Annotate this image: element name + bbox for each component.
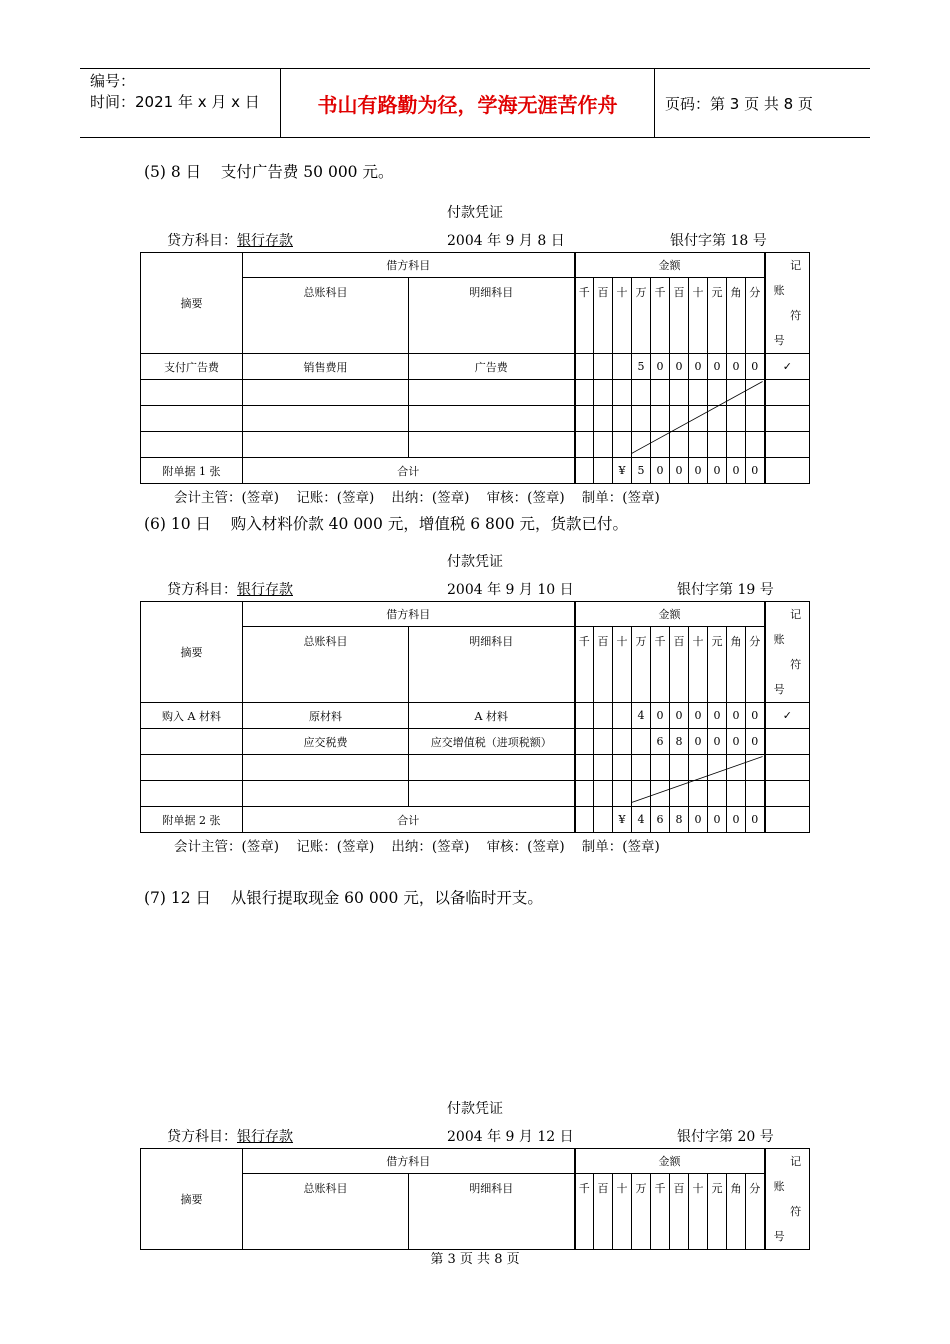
row-mark: ✓: [765, 703, 810, 729]
header-meta: [80, 69, 281, 137]
row-general-account: [243, 432, 409, 458]
row-digit: [575, 432, 594, 458]
row-digit: [594, 729, 613, 755]
row-digit: [613, 781, 632, 807]
col-mark-header: 记 账 符 号: [765, 1149, 810, 1250]
total-digit: 0: [670, 458, 689, 484]
row-digit: [575, 703, 594, 729]
item-7-text: (7) 12 日 从银行提取现金 60 000 元，以备临时开支。: [144, 889, 543, 907]
row-mark: [765, 755, 810, 781]
row-digit: [689, 432, 708, 458]
voucher-18-signatures: 会计主管：(签章) 记账：(签章) 出纳：(签章) 审核：(签章) 制单：(签章): [174, 490, 660, 506]
row-digit: 6: [651, 729, 670, 755]
digit-unit-header: 千: [575, 627, 594, 703]
row-digit: [689, 380, 708, 406]
row-digit: 0: [708, 729, 727, 755]
digit-unit-header: 百: [594, 627, 613, 703]
col-debit-header: 借方科目: [243, 1149, 575, 1174]
total-digit: 0: [727, 807, 746, 833]
row-detail-account: 广告费: [409, 354, 575, 380]
row-digit: 0: [746, 703, 765, 729]
voucher-20-table: [140, 1148, 810, 1243]
row-digit: [708, 781, 727, 807]
row-digit: [575, 755, 594, 781]
total-digit: 0: [746, 807, 765, 833]
credit-account: 银行存款: [237, 233, 293, 249]
row-digit: [632, 755, 651, 781]
row-digit: [651, 781, 670, 807]
digit-unit-header: 元: [708, 278, 727, 354]
row-digit: [575, 729, 594, 755]
row-digit: [632, 781, 651, 807]
voucher-20-credit: 贷方科目：银行存款: [167, 1129, 293, 1145]
row-digit: [670, 406, 689, 432]
row-digit: 0: [689, 729, 708, 755]
row-digit: [651, 380, 670, 406]
total-mark: [765, 807, 810, 833]
total-digit: 0: [689, 807, 708, 833]
digit-unit-header: 角: [727, 278, 746, 354]
digit-unit-header: 万: [632, 1174, 651, 1250]
row-digit: [746, 781, 765, 807]
row-digit: [727, 755, 746, 781]
row-digit: [594, 354, 613, 380]
col-amount-header: 金额: [575, 253, 765, 278]
row-general-account: [243, 781, 409, 807]
table-row: [141, 354, 810, 380]
row-digit: 0: [708, 703, 727, 729]
row-summary: 支付广告费: [141, 354, 243, 380]
digit-unit-header: 万: [632, 627, 651, 703]
voucher-18-title: 付款凭证: [447, 205, 503, 221]
row-digit: [689, 406, 708, 432]
digit-unit-header: 百: [670, 1174, 689, 1250]
row-summary: [141, 755, 243, 781]
row-digit: [746, 432, 765, 458]
row-digit: [575, 380, 594, 406]
total-digit: [575, 458, 594, 484]
row-mark: [765, 729, 810, 755]
digit-unit-header: 十: [613, 627, 632, 703]
row-mark: [765, 781, 810, 807]
row-detail-account: [409, 380, 575, 406]
row-digit: [727, 406, 746, 432]
total-digit: 4: [632, 807, 651, 833]
total-digit: 0: [651, 458, 670, 484]
col-debit-header: 借方科目: [243, 602, 575, 627]
col-debit-header: 借方科目: [243, 253, 575, 278]
row-detail-account: [409, 755, 575, 781]
digit-unit-header: 角: [727, 1174, 746, 1250]
col-summary-header: 摘要: [141, 602, 243, 703]
row-mark: [765, 380, 810, 406]
row-detail-account: 应交增值税（进项税额）: [409, 729, 575, 755]
row-detail-account: [409, 432, 575, 458]
row-digit: [632, 406, 651, 432]
table-row: [141, 432, 810, 458]
col-general-header: 总账科目: [243, 627, 409, 703]
row-digit: [613, 432, 632, 458]
total-label: 合计: [243, 458, 575, 484]
row-digit: [575, 781, 594, 807]
row-digit: [613, 729, 632, 755]
row-digit: 0: [746, 729, 765, 755]
total-digit: [575, 807, 594, 833]
digit-unit-header: 千: [651, 627, 670, 703]
digit-unit-header: 角: [727, 627, 746, 703]
total-digit: 0: [708, 807, 727, 833]
row-digit: [632, 729, 651, 755]
table-row: [141, 781, 810, 807]
digit-unit-header: 十: [689, 1174, 708, 1250]
table-row: [141, 755, 810, 781]
row-digit: [613, 380, 632, 406]
row-digit: [727, 380, 746, 406]
row-general-account: 销售费用: [243, 354, 409, 380]
row-digit: 0: [727, 729, 746, 755]
row-digit: [651, 432, 670, 458]
voucher-20-number: 银付字第 20 号: [677, 1129, 774, 1145]
col-detail-header: 明细科目: [409, 1174, 575, 1250]
voucher-20-title: 付款凭证: [447, 1101, 503, 1117]
row-general-account: [243, 755, 409, 781]
row-digit: 0: [746, 354, 765, 380]
digit-unit-header: 十: [613, 1174, 632, 1250]
row-summary: [141, 432, 243, 458]
voucher-19-credit: 贷方科目：银行存款: [167, 582, 293, 598]
row-digit: [613, 406, 632, 432]
row-digit: 0: [670, 354, 689, 380]
row-digit: [632, 432, 651, 458]
col-summary-header: 摘要: [141, 1149, 243, 1250]
row-general-account: 原材料: [243, 703, 409, 729]
row-digit: [746, 380, 765, 406]
page-footer: 第 3 页 共 8 页: [430, 1252, 520, 1267]
digit-unit-header: 千: [651, 1174, 670, 1250]
row-digit: [575, 354, 594, 380]
attachment-count: 附单据 2 张: [141, 807, 243, 833]
number-label: 编号：: [90, 72, 136, 90]
voucher-19-number: 银付字第 19 号: [677, 582, 774, 598]
row-digit: [670, 781, 689, 807]
digit-unit-header: 分: [746, 627, 765, 703]
row-digit: [689, 755, 708, 781]
total-digit: ¥: [613, 458, 632, 484]
col-mark-header: 记 账 符 号: [765, 602, 810, 703]
row-digit: [613, 703, 632, 729]
row-digit: 0: [651, 354, 670, 380]
digit-unit-header: 十: [689, 627, 708, 703]
col-mark-header: 记 账 符 号: [765, 253, 810, 354]
total-digit: 8: [670, 807, 689, 833]
row-digit: [594, 703, 613, 729]
row-digit: 8: [670, 729, 689, 755]
digit-unit-header: 百: [594, 278, 613, 354]
header-page-info: 页码：第 3 页 共 8 页: [665, 94, 813, 113]
row-digit: [708, 380, 727, 406]
row-detail-account: [409, 781, 575, 807]
table-row: [141, 380, 810, 406]
digit-unit-header: 千: [575, 1174, 594, 1250]
digit-unit-header: 元: [708, 1174, 727, 1250]
header-motto: 书山有路勤为径，学海无涯苦作舟: [281, 69, 655, 137]
digit-unit-header: 万: [632, 278, 651, 354]
item-5-text: (5) 8 日 支付广告费 50 000 元。: [144, 163, 394, 181]
col-general-header: 总账科目: [243, 1174, 409, 1250]
row-digit: 0: [727, 354, 746, 380]
row-digit: [613, 354, 632, 380]
row-digit: [727, 781, 746, 807]
row-digit: [651, 755, 670, 781]
row-digit: 0: [708, 354, 727, 380]
row-general-account: 应交税费: [243, 729, 409, 755]
voucher-18-credit: 贷方科目：银行存款: [167, 233, 293, 249]
total-digit: [594, 458, 613, 484]
row-summary: [141, 729, 243, 755]
digit-unit-header: 分: [746, 1174, 765, 1250]
row-digit: [689, 781, 708, 807]
row-digit: 5: [632, 354, 651, 380]
row-digit: [594, 406, 613, 432]
digit-unit-header: 百: [670, 278, 689, 354]
row-general-account: [243, 380, 409, 406]
total-digit: ¥: [613, 807, 632, 833]
row-digit: [746, 755, 765, 781]
col-detail-header: 明细科目: [409, 627, 575, 703]
time-label: 时间：2021 年 x 月 x 日: [90, 93, 260, 111]
row-digit: 0: [689, 703, 708, 729]
row-digit: 0: [689, 354, 708, 380]
digit-unit-header: 分: [746, 278, 765, 354]
row-detail-account: A 材料: [409, 703, 575, 729]
total-digit: 0: [727, 458, 746, 484]
col-amount-header: 金额: [575, 1149, 765, 1174]
row-digit: [670, 432, 689, 458]
row-general-account: [243, 406, 409, 432]
row-digit: [670, 755, 689, 781]
row-digit: [708, 432, 727, 458]
col-detail-header: 明细科目: [409, 278, 575, 354]
voucher-19-table: [140, 601, 810, 833]
table-row: [141, 729, 810, 755]
total-digit: 0: [746, 458, 765, 484]
digit-unit-header: 十: [613, 278, 632, 354]
col-amount-header: 金额: [575, 602, 765, 627]
row-summary: 购入 A 材料: [141, 703, 243, 729]
row-digit: 0: [670, 703, 689, 729]
row-digit: [575, 406, 594, 432]
credit-account: 银行存款: [237, 582, 293, 598]
row-digit: [594, 380, 613, 406]
row-summary: [141, 406, 243, 432]
digit-unit-header: 百: [670, 627, 689, 703]
row-digit: [727, 432, 746, 458]
row-digit: [632, 380, 651, 406]
row-summary: [141, 781, 243, 807]
total-digit: 6: [651, 807, 670, 833]
row-digit: 0: [727, 703, 746, 729]
row-digit: 0: [651, 703, 670, 729]
total-digit: 0: [708, 458, 727, 484]
row-digit: [670, 380, 689, 406]
item-6-text: (6) 10 日 购入材料价款 40 000 元，增值税 6 800 元，货款已付。: [144, 515, 629, 533]
voucher-19-signatures: 会计主管：(签章) 记账：(签章) 出纳：(签章) 审核：(签章) 制单：(签章): [174, 839, 660, 855]
page-header: [80, 68, 870, 138]
total-digit: [594, 807, 613, 833]
row-digit: [708, 755, 727, 781]
digit-unit-header: 千: [651, 278, 670, 354]
col-general-header: 总账科目: [243, 278, 409, 354]
row-digit: 4: [632, 703, 651, 729]
total-digit: 5: [632, 458, 651, 484]
total-digit: 0: [689, 458, 708, 484]
voucher-18-number: 银付字第 18 号: [670, 233, 767, 249]
voucher-18-date: 2004 年 9 月 8 日: [447, 233, 565, 249]
digit-unit-header: 十: [689, 278, 708, 354]
voucher-18-table: [140, 252, 810, 484]
digit-unit-header: 百: [594, 1174, 613, 1250]
row-digit: [594, 755, 613, 781]
row-digit: [613, 755, 632, 781]
row-digit: [651, 406, 670, 432]
voucher-19-date: 2004 年 9 月 10 日: [447, 582, 574, 598]
total-mark: [765, 458, 810, 484]
table-row: [141, 406, 810, 432]
credit-account: 银行存款: [237, 1129, 293, 1145]
table-row: [141, 703, 810, 729]
row-mark: [765, 432, 810, 458]
digit-unit-header: 元: [708, 627, 727, 703]
digit-unit-header: 千: [575, 278, 594, 354]
row-mark: [765, 406, 810, 432]
total-label: 合计: [243, 807, 575, 833]
col-summary-header: 摘要: [141, 253, 243, 354]
row-detail-account: [409, 406, 575, 432]
voucher-19-title: 付款凭证: [447, 554, 503, 570]
row-digit: [708, 406, 727, 432]
row-digit: [594, 432, 613, 458]
row-digit: [746, 406, 765, 432]
voucher-20-date: 2004 年 9 月 12 日: [447, 1129, 574, 1145]
attachment-count: 附单据 1 张: [141, 458, 243, 484]
row-mark: ✓: [765, 354, 810, 380]
row-summary: [141, 380, 243, 406]
row-digit: [594, 781, 613, 807]
